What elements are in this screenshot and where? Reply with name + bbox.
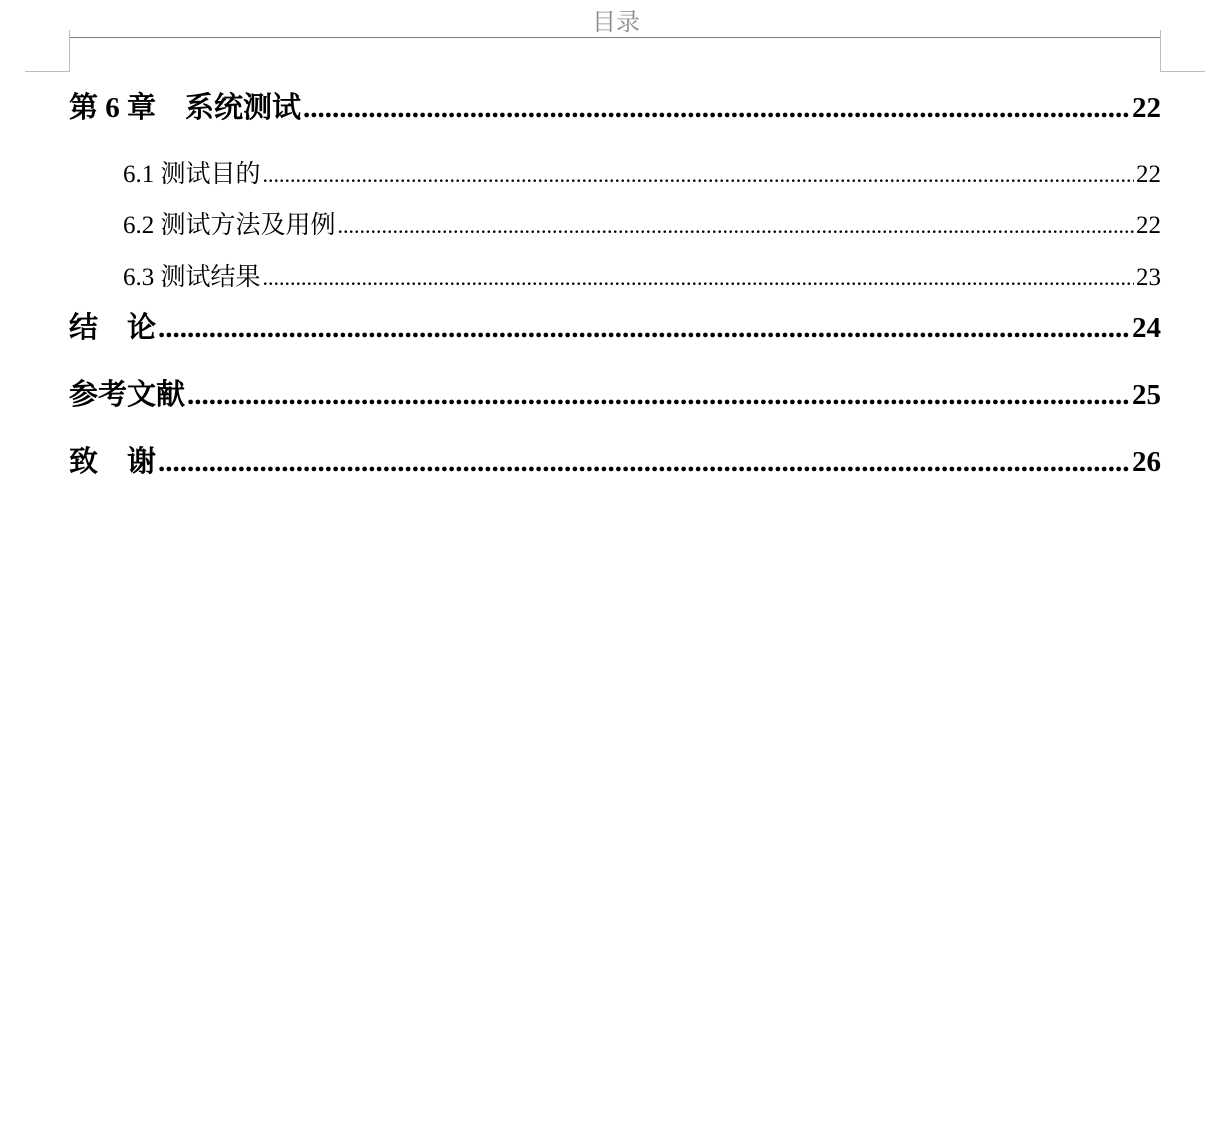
toc-entry-6-3[interactable] (123, 257, 1161, 293)
toc-entry-label: 结 论 (69, 312, 157, 344)
toc-entry-references[interactable] (69, 372, 1161, 413)
toc-entry-acknowledgements[interactable] (69, 439, 1161, 480)
toc-entry-label: 6.1 测试目的 (123, 161, 261, 188)
crop-mark-right-vertical (1160, 30, 1161, 72)
header-rule (69, 37, 1161, 38)
toc-entry-6-2[interactable] (123, 205, 1161, 241)
toc-dot-leader (187, 379, 1130, 412)
toc-page-number: 25 (1132, 379, 1161, 411)
toc-page-number: 23 (1136, 264, 1161, 291)
toc-entry-label: 致 谢 (69, 446, 157, 478)
toc-dot-leader (263, 265, 1134, 291)
header-title: 目录 (592, 8, 640, 36)
toc-page-number: 22 (1132, 92, 1161, 124)
page-header (0, 0, 1212, 80)
toc-page-number: 26 (1132, 446, 1161, 478)
toc-dot-leader (158, 312, 1130, 345)
toc-entry-label: 6.3 测试结果 (123, 264, 261, 291)
toc-entry-conclusion[interactable] (69, 305, 1161, 346)
toc-entry-chapter-6[interactable] (69, 85, 1161, 126)
toc-page-number: 22 (1136, 212, 1161, 239)
crop-mark-left-horizontal (25, 71, 70, 72)
crop-mark-right-horizontal (1160, 71, 1205, 72)
toc-page-number: 24 (1132, 312, 1161, 344)
toc-page-number: 22 (1136, 161, 1161, 188)
toc-entry-label: 6.2 测试方法及用例 (123, 212, 336, 239)
toc-dot-leader (338, 213, 1134, 239)
toc-dot-leader (303, 92, 1130, 125)
crop-mark-left-vertical (69, 30, 70, 72)
toc-entry-6-1[interactable] (123, 154, 1161, 190)
toc-dot-leader (263, 162, 1134, 188)
toc-entry-label: 第 6 章 系统测试 (69, 92, 302, 124)
toc-dot-leader (158, 446, 1130, 479)
toc-entry-label: 参考文献 (69, 379, 186, 411)
